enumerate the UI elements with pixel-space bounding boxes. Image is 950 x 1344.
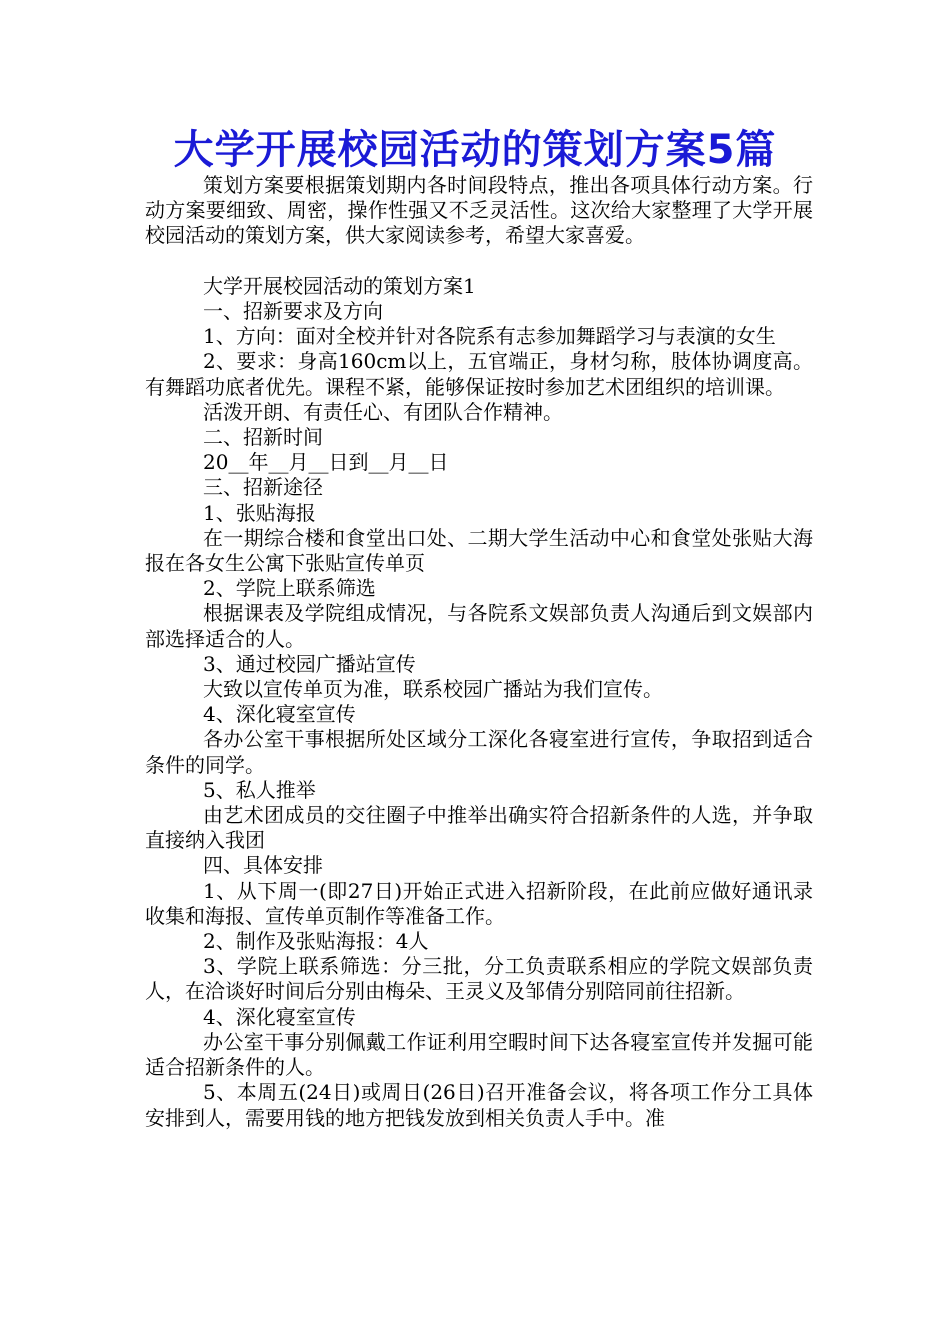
intro-paragraph: 策划方案要根据策划期内各时间段特点，推出各项具体行动方案。行动方案要细致、周密，操作性强又不乏灵活性。这次给大家整理了大学开展校园活动的策划方案，供大家阅读参考，希望大家喜爱。 [145,173,813,248]
body-paragraph: 3、学院上联系筛选：分三批，分工负责联系相应的学院文娱部负责人，在洽谈好时间后分别由梅朵、王灵义及邹倩分别陪同前往招新。 [145,954,813,1004]
body-paragraph: 1、方向：面对全校并针对各院系有志参加舞蹈学习与表演的女生 [203,324,776,349]
body-paragraph: 2、制作及张贴海报：4人 [203,929,429,954]
body-paragraph: 各办公室干事根据所处区域分工深化各寝室进行宣传，争取招到适合条件的同学。 [145,727,813,777]
body-paragraph: 20__年__月__日到__月__日 [203,450,449,475]
section-heading: 大学开展校园活动的策划方案1 [203,273,476,298]
document-title: 大学开展校园活动的策划方案5篇 [173,127,777,173]
body-paragraph: 活泼开朗、有责任心、有团队合作精神。 [203,399,563,424]
blank-line [145,249,813,274]
subsection-heading: 1、张贴海报 [203,500,316,525]
subsection-heading: 3、通过校园广播站宣传 [203,651,416,676]
body-paragraph: 根据课表及学院组成情况，与各院系文娱部负责人沟通后到文娱部内部选择适合的人。 [145,601,813,651]
body-paragraph: 1、从下周一(即27日)开始正式进入招新阶段，在此前应做好通讯录收集和海报、宣传单页制作等准备工作。 [145,878,813,928]
body-paragraph: 5、本周五(24日)或周日(26日)召开准备会议，将各项工作分工具体安排到人，需要用钱的地方把钱发放到相关负责人手中。准 [145,1080,813,1130]
body-paragraph: 在一期综合楼和食堂出口处、二期大学生活动中心和食堂处张贴大海报在各女生公寓下张贴宣传单页 [145,525,813,576]
section-heading: 四、具体安排 [203,853,323,878]
body-paragraph: 大致以宣传单页为准，联系校园广播站为我们宣传。 [203,677,663,702]
subsection-heading: 2、学院上联系筛选 [203,576,376,601]
body-paragraph: 2、要求：身高160cm以上，五官端正，身材匀称，肢体协调度高。有舞蹈功底者优先。课程不紧，能够保证按时参加艺术团组织的培训课。 [145,349,813,399]
section-heading: 三、招新途径 [203,475,323,500]
section-heading: 二、招新时间 [203,425,323,450]
subsection-heading: 4、深化寝室宣传 [203,702,356,727]
subsection-heading: 4、深化寝室宣传 [203,1004,356,1029]
document-body [145,173,813,1131]
subsection-heading: 5、私人推举 [203,777,316,802]
body-paragraph: 由艺术团成员的交往圈子中推举出确实符合招新条件的人选，并争取直接纳入我团 [145,803,813,853]
body-paragraph: 办公室干事分别佩戴工作证利用空暇时间下达各寝室宣传并发掘可能适合招新条件的人。 [145,1029,813,1080]
section-heading: 一、招新要求及方向 [203,299,383,323]
